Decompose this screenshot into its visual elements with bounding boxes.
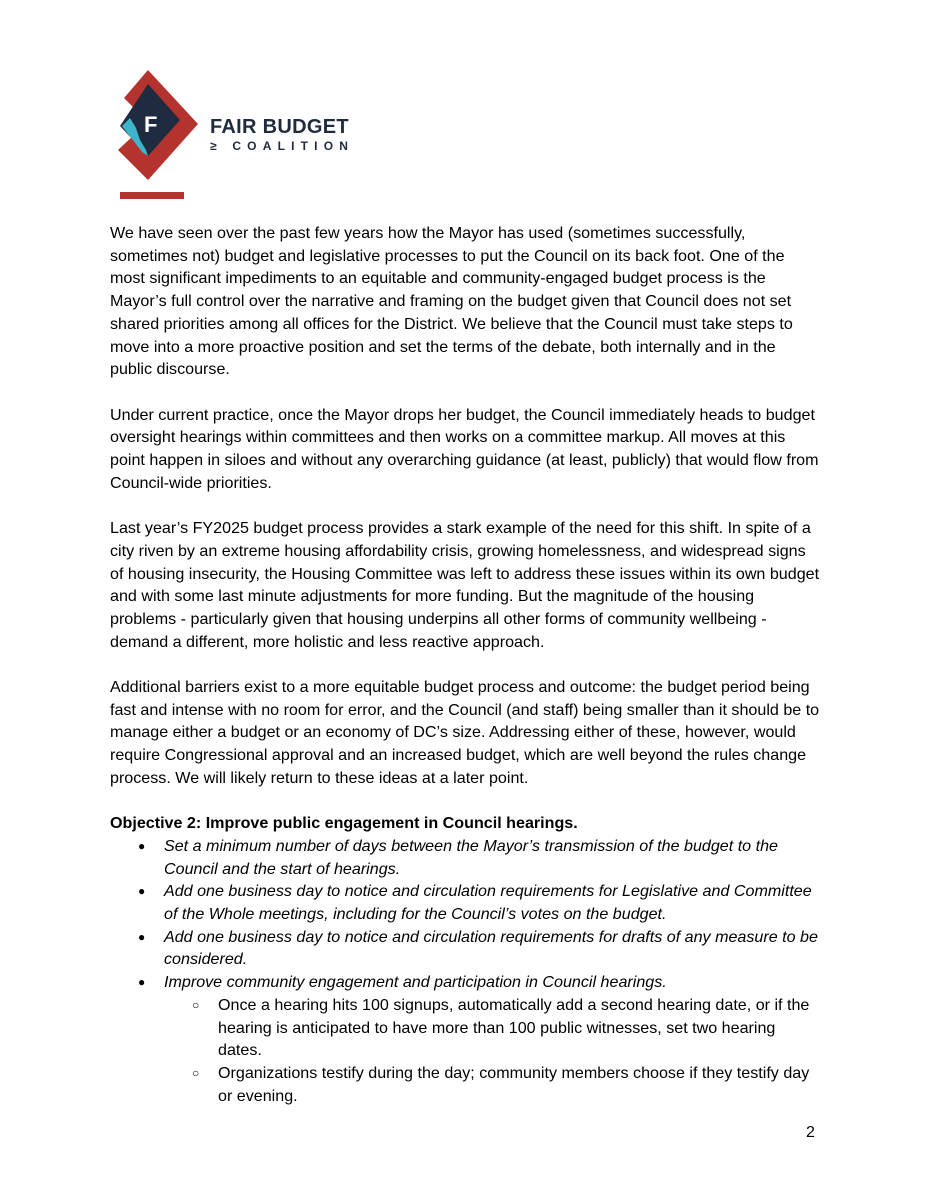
objective-heading: Objective 2: Improve public engagement in Council hearings.	[110, 814, 578, 833]
paragraph: Last year’s FY2025 budget process provides a stark example of the need for this shift. In spite of a city riven by an extreme housing affordability crisis, growing homelessness, and widespread signs of housing insecurity, the Housing Committee was left to address these issues within its own budget and with some last minute adjustments for more funding. But the magnitude of the housing problems - particularly given that housing underpins all other forms of community wellbeing - demand a different, more holistic and less reactive approach.	[110, 519, 820, 651]
list-item	[110, 880, 822, 925]
document-body	[110, 222, 822, 1107]
logo-wordmark	[210, 116, 354, 154]
circle-bullet-icon: ○	[192, 997, 200, 1012]
sub-list-item	[164, 994, 822, 1062]
bullet-icon: ●	[138, 929, 146, 944]
bullet-icon: ●	[138, 838, 146, 853]
list-item	[110, 926, 822, 971]
list-item-text: Add one business day to notice and circulation requirements for drafts of any measure to be considered.	[164, 927, 818, 969]
list-item-text: Set a minimum number of days between the Mayor’s transmission of the budget to the Council and the start of hearings.	[164, 836, 778, 878]
logo-subtitle: ≥ COALITION	[210, 139, 355, 153]
list-item	[110, 835, 822, 880]
bullet-icon: ●	[138, 975, 146, 990]
logo-title: FAIR BUDGET	[210, 116, 349, 138]
list-item-text: Improve community engagement and participation in Council hearings.	[164, 973, 667, 992]
objective-bullet-list	[110, 835, 822, 1107]
logo-letter: F	[144, 112, 158, 137]
bullet-icon: ●	[138, 884, 146, 899]
sub-bullet-list	[164, 994, 822, 1108]
sub-list-item	[164, 1062, 822, 1107]
sub-list-item-text: Once a hearing hits 100 signups, automatically add a second hearing date, or if the hearing is anticipated to have more than 100 public witnesses, set two hearing dates.	[218, 995, 810, 1060]
circle-bullet-icon: ○	[192, 1065, 200, 1080]
list-item-text: Add one business day to notice and circulation requirements for Legislative and Committee of the Whole meetings, including for the Council’s votes on the budget.	[164, 882, 812, 924]
paragraph: We have seen over the past few years how the Mayor has used (sometimes successfully, sometimes not) budget and legislative processes to put the Council on its back foot. One of the most significant impediments to an equitable and community-engaged budget process is the Mayor’s full control over the narrative and framing on the budget given that Council does not set shared priorities among all offices for the District. We believe that the Council must take steps to move into a more proactive position and set the terms of the debate, both internally and in the public discourse.	[110, 224, 793, 379]
page-number: 2	[806, 1124, 815, 1141]
sub-list-item-text: Organizations testify during the day; community members choose if they testify day or evening.	[218, 1063, 810, 1105]
list-item	[110, 971, 822, 1107]
paragraph: Under current practice, once the Mayor drops her budget, the Council immediately heads to budget oversight hearings within committees and then works on a committee markup. All moves at this point happen in siloes and without any overarching guidance (at least, publicly) that would flow from Council-wide priorities.	[110, 405, 819, 492]
paragraph: Additional barriers exist to a more equitable budget process and outcome: the budget period being fast and intense with no room for error, and the Council (and staff) being smaller than it should be to manage either a budget or an economy of DC’s size. Addressing either of these, however, would require Congressional approval and an increased budget, which are well beyond the rules change process. We will likely return to these ideas at a later point.	[110, 678, 820, 787]
fair-budget-coalition-logo	[112, 70, 355, 202]
logo-mark-icon	[112, 70, 202, 202]
